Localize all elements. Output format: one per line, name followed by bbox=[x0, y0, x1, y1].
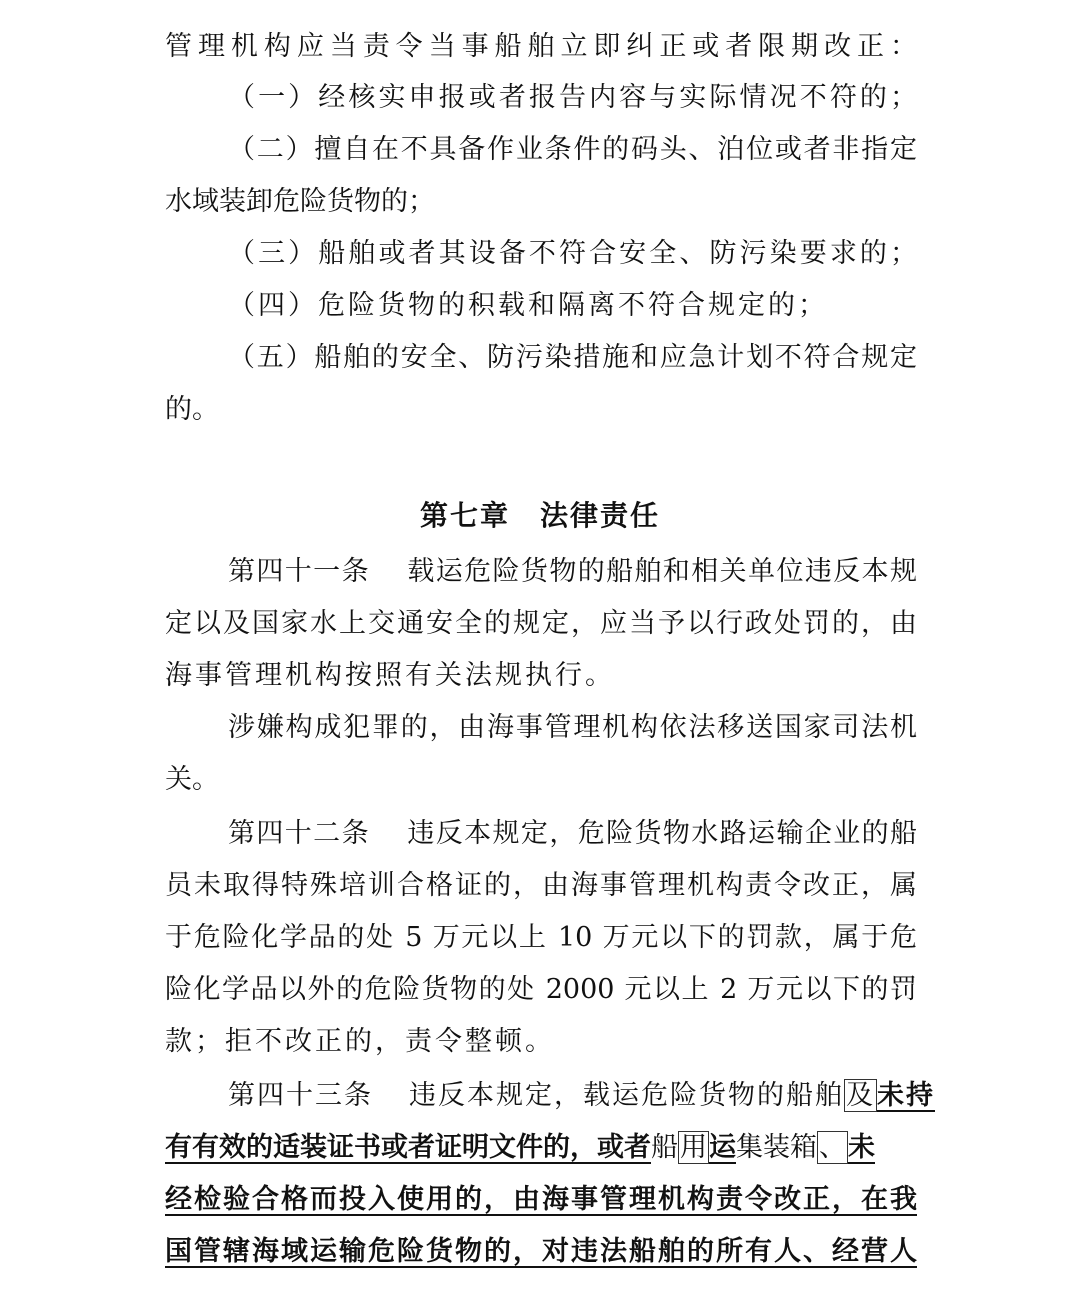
text-line: 管理机构应当责令当事船舶立即纠正或者限期改正： bbox=[165, 31, 917, 62]
article-42-line-3: 于危险化学品的处 5 万元以上 10 万元以下的罚款，属于危 bbox=[165, 922, 917, 953]
amended-text: 未持 bbox=[877, 1080, 935, 1111]
amended-text: 未 bbox=[848, 1132, 875, 1163]
text-line: 的。 bbox=[165, 394, 219, 425]
list-item-1: （一）经核实申报或者报告内容与实际情况不符的； bbox=[228, 82, 917, 113]
article-label: 第四十二条 bbox=[228, 818, 370, 849]
article-41-line-2: 定以及国家水上交通安全的规定，应当予以行政处罚的，由 bbox=[165, 608, 917, 639]
amended-text: 有有效的适装证书或者证明文件的，或者 bbox=[165, 1132, 651, 1163]
list-item-4: （四）危险货物的积载和隔离不符合规定的； bbox=[228, 290, 828, 321]
article-43-line-1 bbox=[228, 1076, 935, 1116]
article-41-para-2-line-1: 涉嫌构成犯罪的，由海事管理机构依法移送国家司法机 bbox=[228, 712, 917, 743]
revision-box: 用 bbox=[680, 1132, 707, 1163]
article-43-line-2 bbox=[165, 1128, 917, 1168]
amended-text: 经检验合格而投入使用的，由海事管理机构责令改正，在我 bbox=[165, 1184, 917, 1215]
article-41-line-3: 海事管理机构按照有关法规执行。 bbox=[165, 660, 615, 691]
chapter-heading bbox=[0, 496, 1080, 536]
article-42-line-5: 款；拒不改正的，责令整顿。 bbox=[165, 1026, 555, 1057]
article-43-line-4 bbox=[165, 1232, 917, 1272]
revision-box: 及 bbox=[846, 1080, 875, 1111]
amended-text: 运 bbox=[709, 1132, 736, 1163]
article-41-line-1 bbox=[228, 552, 917, 592]
chapter-number: 第七章 bbox=[419, 499, 510, 532]
chapter-title: 法律责任 bbox=[540, 499, 661, 532]
article-text: 集装箱 bbox=[736, 1132, 817, 1163]
article-text: 船 bbox=[651, 1132, 678, 1163]
text-line: 水域装卸危险货物的； bbox=[165, 186, 435, 217]
article-text: 载运危险货物的船舶和相关单位违反本规 bbox=[405, 556, 918, 587]
revision-box: 、 bbox=[819, 1132, 846, 1163]
article-label: 第四十三条 bbox=[228, 1080, 373, 1111]
article-41-para-2-line-2: 关。 bbox=[165, 764, 219, 795]
article-label: 第四十一条 bbox=[228, 556, 370, 587]
article-43-line-3 bbox=[165, 1180, 917, 1220]
article-text: 违反本规定，危险货物水路运输企业的船 bbox=[405, 818, 918, 849]
list-item-2: （二）擅自在不具备作业条件的码头、泊位或者非指定 bbox=[228, 134, 917, 165]
article-text: 违反本规定，载运危险货物的船舶 bbox=[409, 1080, 844, 1111]
amended-text: 国管辖海域运输危险货物的，对违法船舶的所有人、经营人 bbox=[165, 1236, 917, 1267]
list-item-5: （五）船舶的安全、防污染措施和应急计划不符合规定 bbox=[228, 342, 917, 373]
article-42-line-4: 险化学品以外的危险货物的处 2000 元以上 2 万元以下的罚 bbox=[165, 974, 917, 1005]
article-42-line-2: 员未取得特殊培训合格证的，由海事管理机构责令改正，属 bbox=[165, 870, 917, 901]
list-item-3: （三）船舶或者其设备不符合安全、防污染要求的； bbox=[228, 238, 917, 269]
article-42-line-1 bbox=[228, 814, 917, 854]
